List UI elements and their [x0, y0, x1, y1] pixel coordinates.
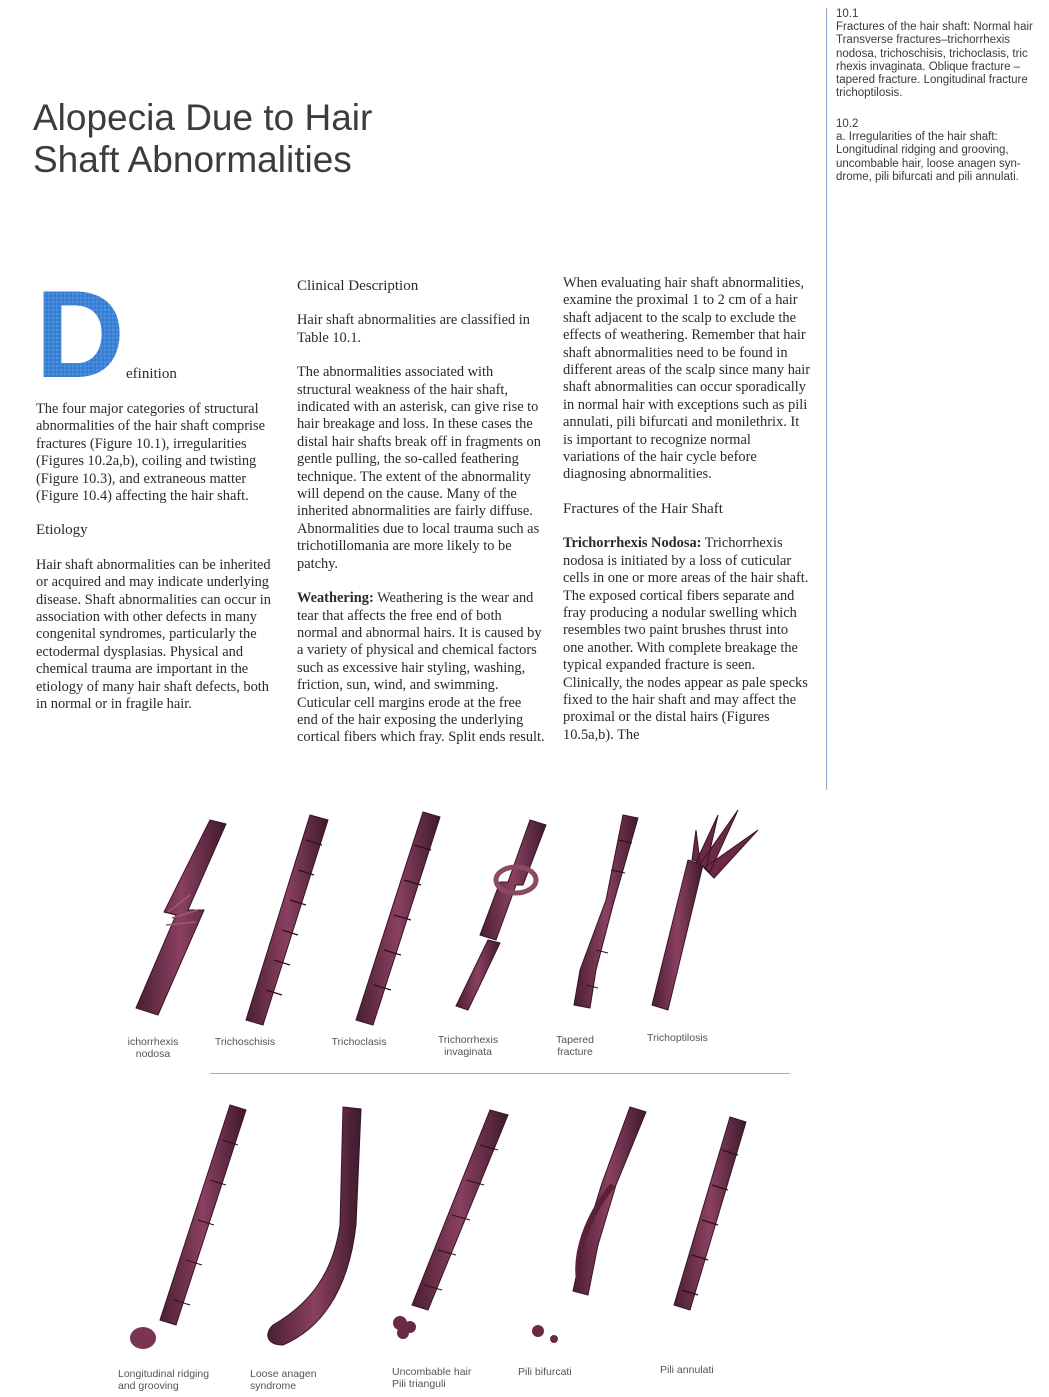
- label-line: Tapered: [556, 1034, 594, 1046]
- hair-shaft-illustrations-row2: [118, 1095, 798, 1395]
- caption-line: a. Irregularities of the hair shaft:: [836, 131, 998, 144]
- label-line: syndrome: [250, 1380, 297, 1392]
- caption-line: Fractures of the hair shaft: Normal hair: [836, 21, 1033, 34]
- caption-number: 10.1: [836, 8, 859, 20]
- term-trichorrhexis-nodosa: Trichorrhexis Nodosa:: [563, 535, 702, 552]
- text-column-3: [563, 275, 811, 761]
- label-line: fracture: [557, 1046, 593, 1058]
- drop-cap-letter: D: [35, 266, 125, 404]
- label-line: Pili bifurcati: [518, 1366, 572, 1378]
- label-line: Loose anagen: [250, 1368, 317, 1380]
- hair-trichorrhexis-invaginata: [456, 820, 546, 1010]
- paragraph-text: Weathering is the wear and tear that affects the free end of both normal and abnormal hairs. It is caused by a variety of physical and chemical factors such as excessive hair styling, washing, friction, sun, wind, and swimming. Cuticular cell margins erode at the free end of the hair exposing the underlying cortical fibers which fray. Split ends result.: [297, 590, 545, 746]
- label-line: invaginata: [444, 1046, 492, 1058]
- paragraph: When evaluating hair shaft abnormalities, examine the proximal 1 to 2 cm of a hair shaft adjacent to the scalp to exclude the effects of weathering. Remember that hair shaft abnormalities need to be found in different areas of the scalp since many hair shaft abnormalities can occur sporadically in normal hair with exceptions such as pili annulati, pili bifurcati and monilethrix. It is important to recognize normal variations of the hair cycle before diagnosing abnormalities.: [563, 275, 811, 483]
- caption-line: nodosa, trichoschisis, trichoclasis, tric: [836, 47, 1028, 60]
- caption-line: uncombable hair, loose anagen syn-: [836, 157, 1021, 170]
- hair-trichorrhexis-nodosa: [136, 820, 226, 1015]
- paragraph: Hair shaft abnormalities are classified in Table 10.1.: [297, 312, 530, 346]
- definition-heading: efinition: [126, 366, 177, 382]
- text-column-1: [36, 401, 281, 731]
- caption-number: 10.2: [836, 118, 859, 130]
- hair-loose-anagen: [268, 1107, 361, 1345]
- label-pili-annulati: [660, 1364, 750, 1376]
- caption-10-2: [836, 118, 1048, 184]
- label-trichoschisis: [200, 1036, 290, 1048]
- chapter-title: [33, 97, 372, 181]
- text-column-2: [297, 278, 545, 764]
- label-line: Trichoptilosis: [647, 1032, 708, 1044]
- label-trichorrhexis-nodosa: [108, 1036, 198, 1060]
- label-line: Pili trianguli: [392, 1378, 446, 1390]
- section-heading-clinical: Clinical Description: [297, 278, 419, 294]
- caption-line: Longitudinal ridging and grooving,: [836, 144, 1009, 157]
- caption-line: trichoptilosis.: [836, 87, 903, 100]
- label-line: Pili annulati: [660, 1364, 714, 1376]
- label-loose-anagen: [250, 1368, 340, 1392]
- label-trichorrhexis-invaginata: [418, 1034, 518, 1058]
- label-longitudinal-ridging: [118, 1368, 218, 1392]
- section-heading-fractures: Fractures of the Hair Shaft: [563, 500, 723, 517]
- hair-pili-bifurcati: [532, 1107, 646, 1343]
- label-line: nodosa: [135, 1048, 171, 1060]
- paragraph: The four major categories of structural abnormalities of the hair shaft comprise fractures (Figure 10.1), irregularities (Figures 10.2a,b), coiling and twisting (Figure 10.3), and extraneous matter (Figure 10.4) affecting the hair shaft.: [36, 401, 265, 505]
- hair-trichoclasis: [356, 812, 440, 1025]
- label-line: Longitudinal ridging: [118, 1368, 210, 1380]
- sidebar-rule: [826, 8, 827, 790]
- section-heading-etiology: Etiology: [36, 522, 88, 539]
- term-weathering: Weathering:: [297, 590, 374, 607]
- label-line: Trichorrhexis: [437, 1034, 499, 1046]
- paragraph: The abnormalities associated with structural weakness of the hair shaft, indicated with an asterisk, can give rise to hair breakage and loss. In these cases the distal hair shafts break off in fragments on gentle pulling, the so-called feathering technique. The extent of the abnormality will depend on the cause. Many of the inherited abnormalities are fairly diffuse. Abnormalities due to local trauma such as trichotillomania are more likely to be patchy.: [297, 364, 541, 572]
- label-line: Trichoschisis: [214, 1036, 276, 1048]
- label-line: Trichoclasis: [331, 1036, 387, 1048]
- label-tapered-fracture: [530, 1034, 620, 1058]
- paragraph: [297, 590, 545, 747]
- label-trichoclasis: [314, 1036, 404, 1048]
- paragraph: [563, 535, 811, 744]
- paragraph: Hair shaft abnormalities can be inherited or acquired and may indicate underlying disease. Shaft abnormalities can occur in association with other defects in many congenital syndromes, particularly the ectodermal dysplasias. Physical and chemical trauma are important in the etiology of many hair shaft defects, both in normal or in fragile hair.: [36, 556, 271, 713]
- label-pili-bifurcati: [518, 1366, 608, 1378]
- label-line: and grooving: [118, 1380, 179, 1392]
- caption-line: Transverse fractures–trichorrhexis: [836, 34, 1011, 47]
- label-line: Uncombable hair: [392, 1366, 472, 1378]
- hair-trichoptilosis: [652, 810, 758, 1010]
- drop-cap: [35, 266, 125, 404]
- label-trichoptilosis: [630, 1032, 725, 1044]
- caption-line: tapered fracture. Longitudinal fracture: [836, 74, 1028, 87]
- hair-shaft-illustrations-row1: [118, 800, 798, 1070]
- label-uncombable-hair: [392, 1366, 492, 1390]
- hair-longitudinal-ridging: [130, 1105, 246, 1349]
- chapter-title-line: Alopecia Due to Hair: [33, 97, 373, 138]
- hair-uncombable: [393, 1110, 508, 1339]
- figure-10-1: [118, 800, 798, 1070]
- caption-10-1: [836, 8, 1048, 100]
- caption-line: rhexis invaginata. Oblique fracture –: [836, 60, 1021, 73]
- figure-divider: [210, 1073, 790, 1074]
- hair-tapered-fracture: [574, 815, 638, 1008]
- hair-trichoschisis: [246, 815, 328, 1025]
- chapter-title-line: Shaft Abnormalities: [33, 139, 352, 180]
- paragraph-text: Trichorrhexis nodosa is initiated by a loss of cuticular cells in one or more areas of the hair shaft. The exposed cortical fibers separate and fray producing a nodular swelling which resembles two paint brushes thrust into one another. With complete breakage the typical expanded fracture is seen. Clinically, the nodes appear as pale specks fixed to the hair shaft and may affect the proximal or the distal hairs (Figures 10.5a,b). The: [563, 535, 809, 743]
- caption-line: drome, pili bifurcati and pili annulati.: [836, 170, 1019, 183]
- hair-pili-annulati: [674, 1117, 746, 1310]
- figure-10-2: [118, 1095, 798, 1395]
- label-line: ichorrhexis: [127, 1036, 179, 1048]
